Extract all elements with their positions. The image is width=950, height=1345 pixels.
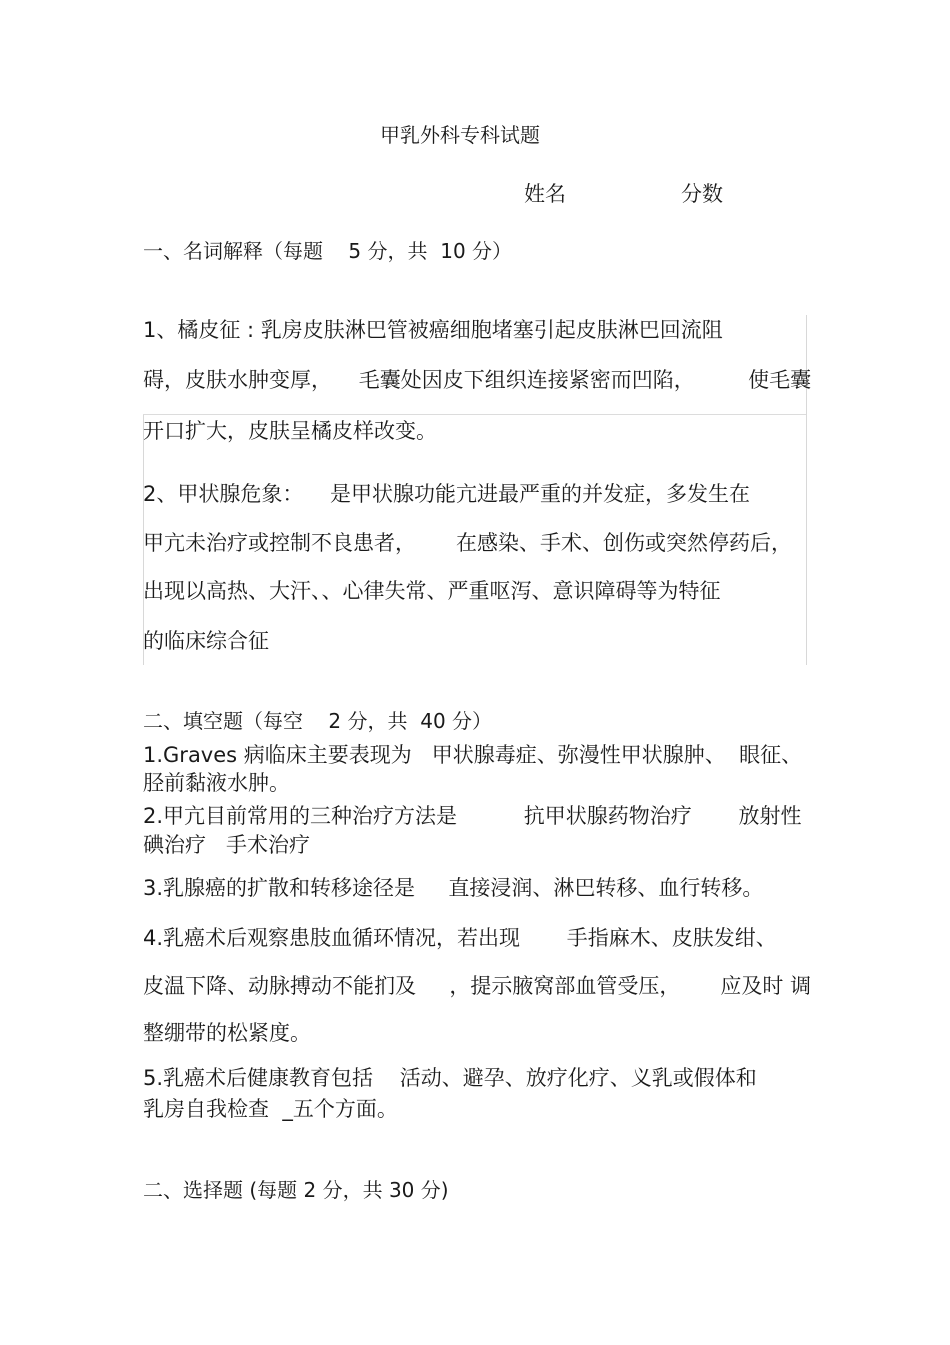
definition-2-line-1: 2、甲状腺危象： 是甲状腺功能亢进最严重的并发症，多发生在 — [143, 482, 751, 506]
definition-2-line-3: 出现以高热、大汗、、心律失常、严重呕泻、意识障碍等为特征 — [143, 579, 721, 603]
section-heading-fill-blank: 二、填空题（每空 2 分，共 40 分） — [143, 709, 493, 733]
definition-1-line-3: 开口扩大，皮肤呈橘皮样改变。 — [143, 419, 437, 443]
fill-5-line-1: 5.乳癌术后健康教育包括 活动、避孕、放疗化疗、义乳或假体和 — [143, 1066, 757, 1090]
definition-1-line-2: 碍，皮肤水肿变厚， 毛囊处因皮下组织连接紧密而凹陷， 使毛囊 — [143, 368, 812, 392]
fill-4-line-1: 4.乳癌术后观察患肢血循环情况，若出现 手指麻木、皮肤发绀、 — [143, 926, 777, 950]
fill-4-line-3: 整绷带的松紧度。 — [143, 1021, 311, 1045]
name-label: 姓名 — [524, 182, 566, 206]
score-label: 分数 — [681, 182, 723, 206]
section-heading-definitions: 一、名词解释（每题 5 分，共 10 分） — [143, 239, 513, 263]
fill-2-line-1: 2.甲亢目前常用的三种治疗方法是 抗甲状腺药物治疗 放射性 — [143, 804, 802, 828]
fill-1-line-1: 1.Graves 病临床主要表现为 甲状腺毒症、弥漫性甲状腺肿、 眼征、 — [143, 743, 803, 767]
fill-1-line-2: 胫前黏液水肿。 — [143, 771, 290, 795]
fill-5-line-2: 乳房自我检查 _五个方面。 — [143, 1097, 398, 1121]
section-heading-choice: 二、选择题 (每题 2 分，共 30 分) — [143, 1178, 449, 1202]
definition-1-line-1: 1、橘皮征 : 乳房皮肤淋巴管被癌细胞堵塞引起皮肤淋巴回流阻 — [143, 318, 723, 342]
page-title: 甲乳外科专科试题 — [380, 123, 540, 147]
border-line-top — [143, 414, 806, 415]
fill-4-line-2: 皮温下降、动脉搏动不能扪及 ，提示腋窝部血管受压， 应及时 调 — [143, 974, 812, 998]
fill-3: 3.乳腺癌的扩散和转移途径是 直接浸润、淋巴转移、血行转移。 — [143, 876, 764, 900]
definition-2-line-2: 甲亢未治疗或控制不良患者， 在感染、手术、创伤或突然停药后， — [143, 531, 793, 555]
fill-2-line-2: 碘治疗 手术治疗 — [143, 833, 311, 857]
definition-2-line-4: 的临床综合征 — [143, 629, 269, 653]
